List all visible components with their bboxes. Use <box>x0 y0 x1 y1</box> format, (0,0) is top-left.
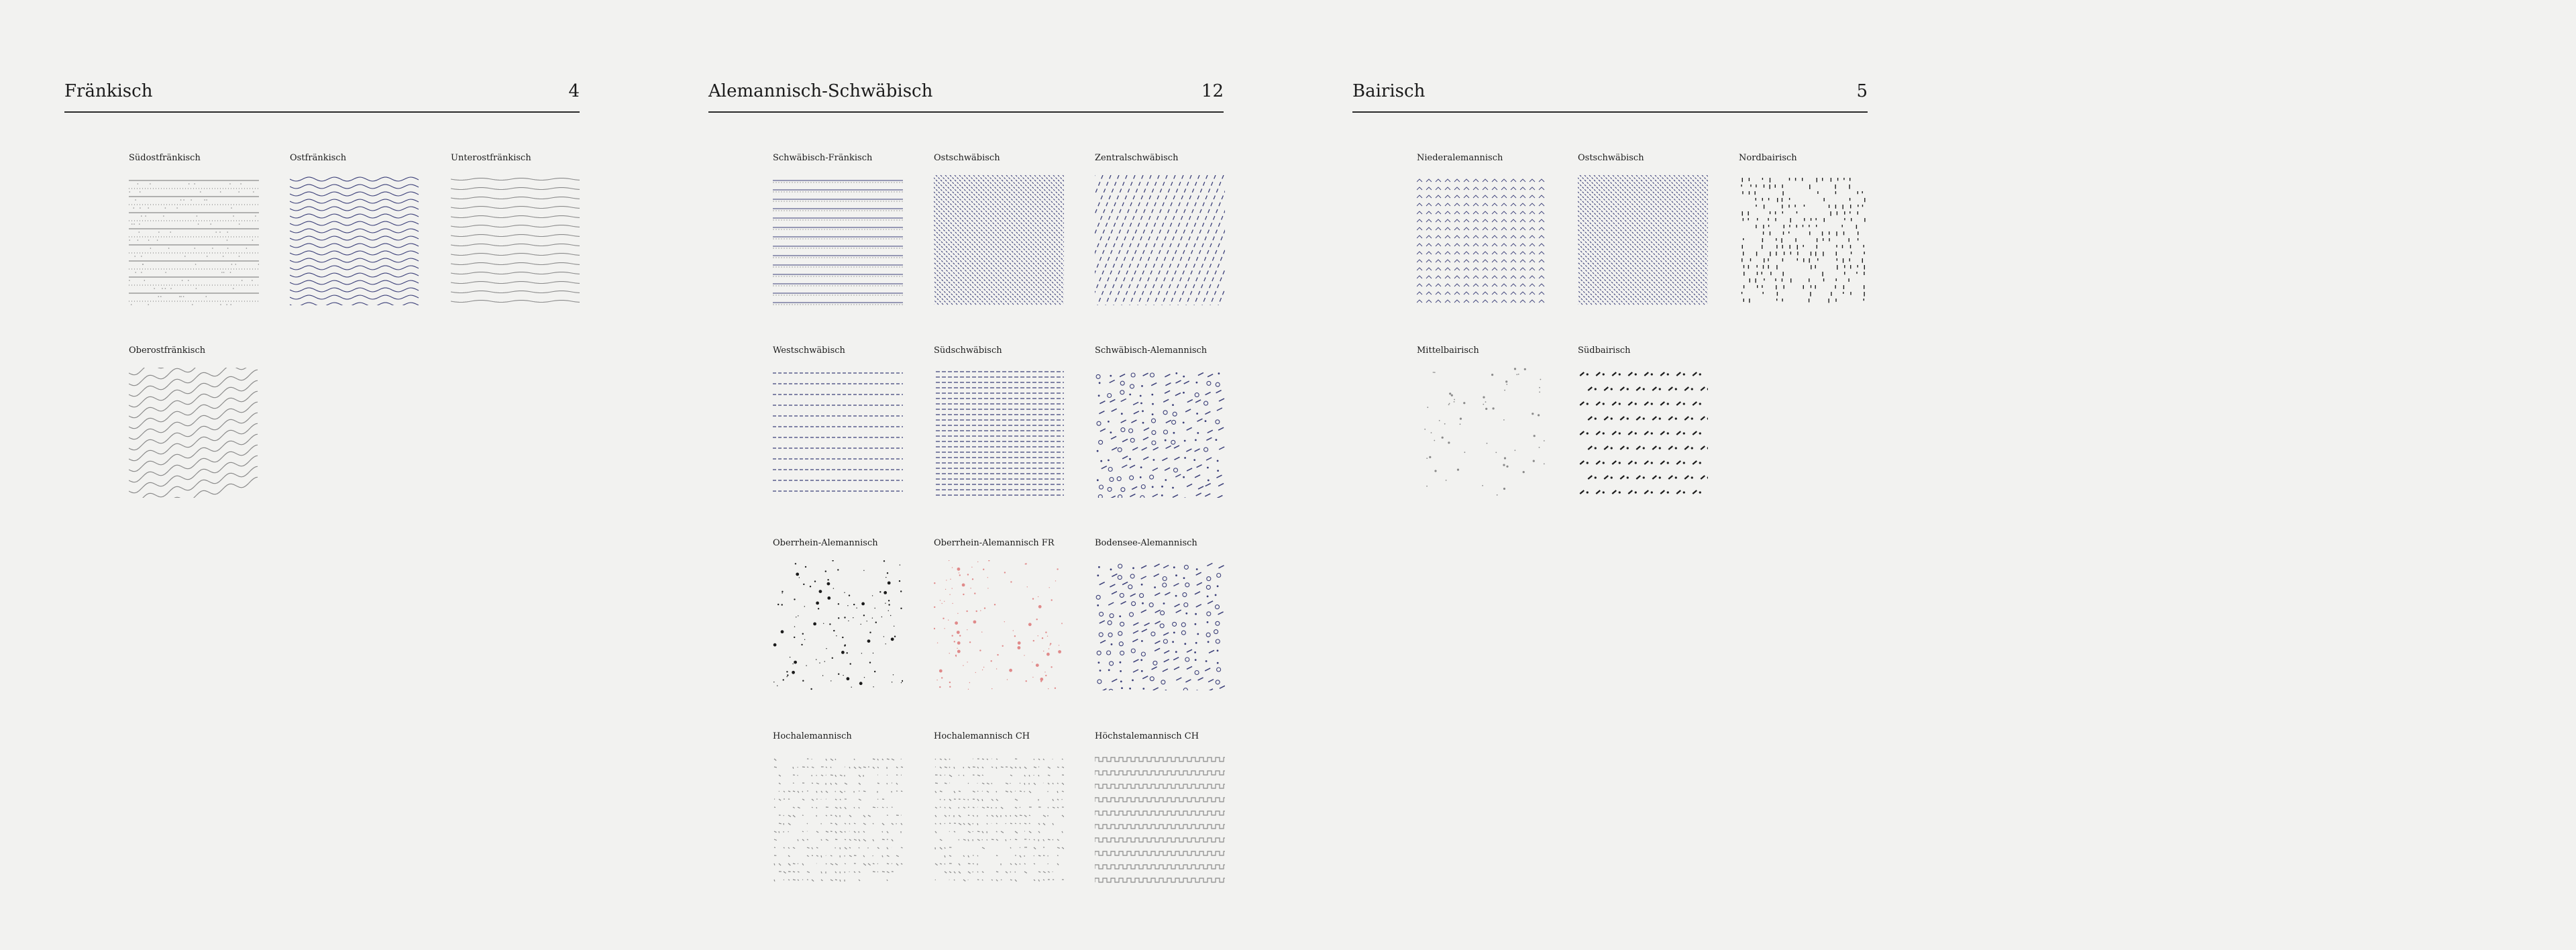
tile-label: Schwäbisch-Alemannisch <box>1095 346 1208 356</box>
pattern-swatch <box>1095 368 1225 498</box>
tile-label: Oberostfränkisch <box>129 346 206 356</box>
pattern-swatch <box>1417 175 1547 305</box>
tile-label: Höchstalemannisch CH <box>1095 731 1199 741</box>
tile-label: Mittelbairisch <box>1417 346 1479 356</box>
pattern-swatch <box>129 175 259 305</box>
tile-label: Südschwäbisch <box>934 346 1002 356</box>
group-count: 4 <box>568 81 580 101</box>
tile-label: Unterostfränkisch <box>451 153 531 163</box>
tile-label: Hochalemannisch <box>773 731 852 741</box>
tile-label: Ostschwäbisch <box>934 153 1000 163</box>
tile-label: Südbairisch <box>1578 346 1631 356</box>
tile-label: Zentralschwäbisch <box>1095 153 1179 163</box>
group-header <box>708 81 1224 113</box>
pattern-swatch <box>934 368 1064 498</box>
tile-label: Schwäbisch-Fränkisch <box>773 153 873 163</box>
tile-label: Westschwäbisch <box>773 346 845 356</box>
group-title: Bairisch <box>1352 81 1426 101</box>
pattern-swatch <box>773 368 903 498</box>
tile-label: Ostschwäbisch <box>1578 153 1644 163</box>
pattern-swatch <box>1578 368 1708 498</box>
group-count: 12 <box>1201 81 1224 101</box>
pattern-swatch <box>1095 175 1225 305</box>
tile-label: Nordbairisch <box>1739 153 1797 163</box>
group-header <box>1352 81 1868 113</box>
pattern-swatch <box>773 560 903 690</box>
pattern-swatch <box>934 753 1064 884</box>
tile-label: Oberrhein-Alemannisch FR <box>934 538 1055 548</box>
pattern-swatch <box>934 175 1064 305</box>
tile-label: Niederalemannisch <box>1417 153 1503 163</box>
group-title: Alemannisch-Schwäbisch <box>708 81 933 101</box>
pattern-swatch <box>934 560 1064 690</box>
pattern-swatch <box>129 368 259 498</box>
tile-label: Bodensee-Alemannisch <box>1095 538 1197 548</box>
group-count: 5 <box>1856 81 1868 101</box>
pattern-swatch <box>773 753 903 884</box>
group-title: Fränkisch <box>64 81 153 101</box>
tile-label: Oberrhein-Alemannisch <box>773 538 878 548</box>
pattern-swatch <box>1095 560 1225 690</box>
tile-label: Hochalemannisch CH <box>934 731 1030 741</box>
pattern-swatch <box>1095 753 1225 884</box>
pattern-swatch <box>773 175 903 305</box>
group-header <box>64 81 580 113</box>
pattern-swatch <box>290 175 420 305</box>
pattern-swatch <box>451 175 581 305</box>
tile-label: Ostfränkisch <box>290 153 347 163</box>
pattern-swatch <box>1739 175 1869 305</box>
tile-label: Südostfränkisch <box>129 153 201 163</box>
pattern-swatch <box>1578 175 1708 305</box>
pattern-swatch <box>1417 368 1547 498</box>
